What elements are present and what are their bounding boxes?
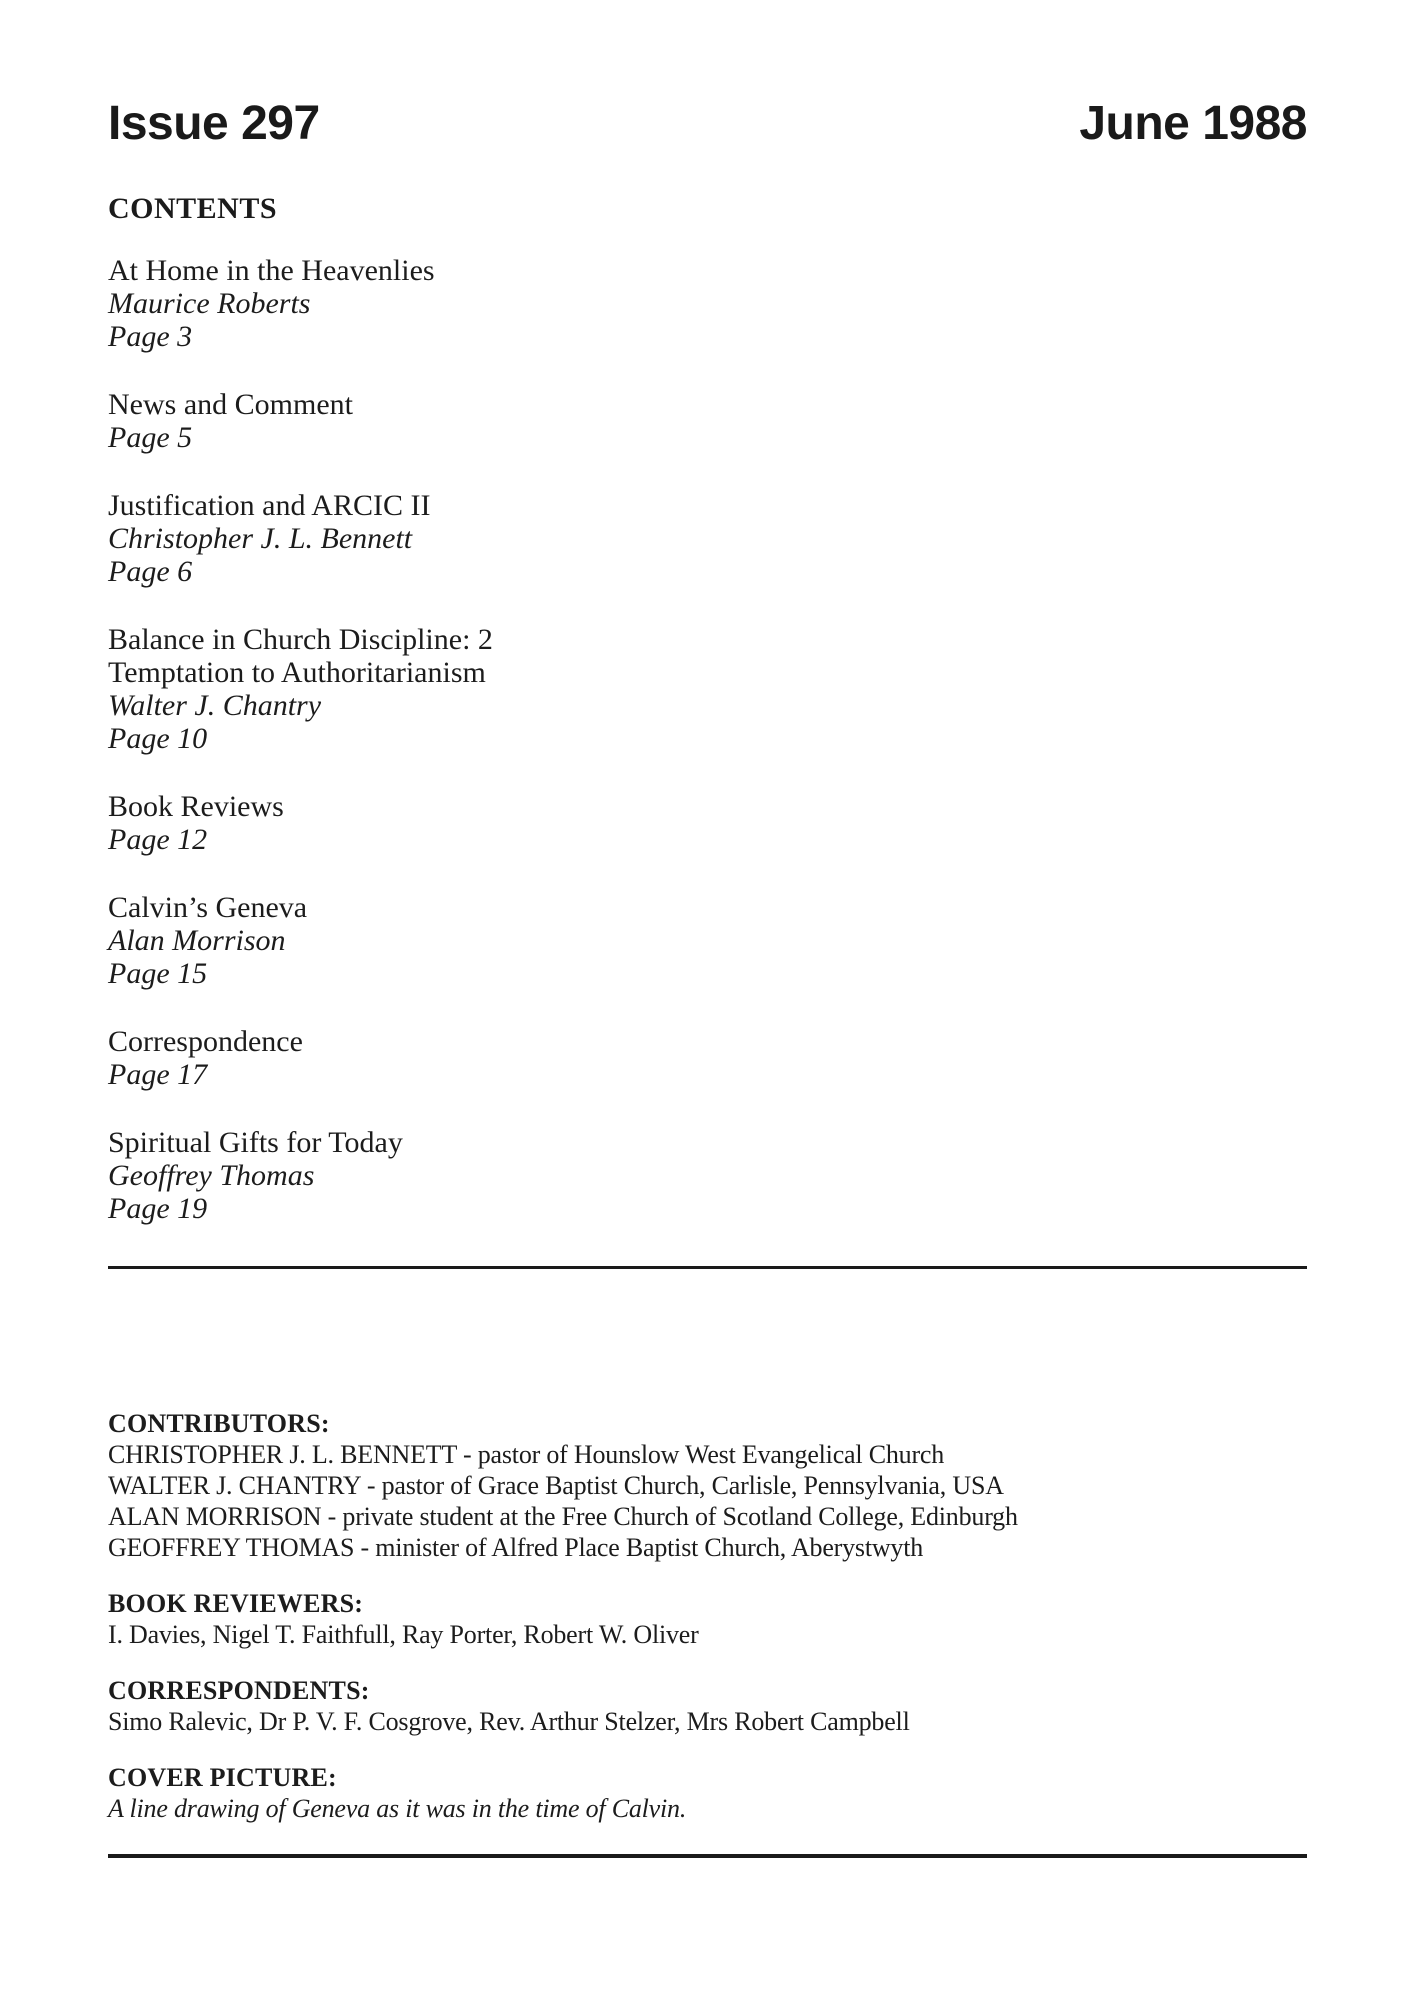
section-line: A line drawing of Geneva as it was in the time of Calvin. [108, 1794, 687, 1823]
info-section [108, 1675, 1307, 1737]
toc-entry [108, 891, 1307, 990]
section-heading: CONTRIBUTORS: [108, 1409, 330, 1438]
toc-entry-title-line: Temptation to Authoritarianism [108, 656, 486, 689]
toc-entry-page: Page 3 [108, 320, 193, 353]
toc-entry-author: Geoffrey Thomas [108, 1159, 315, 1192]
toc-entry-author: Walter J. Chantry [108, 689, 322, 722]
section-line: ALAN MORRISON - private student at the Free Church of Scotland College, Edinburgh [108, 1502, 1018, 1531]
table-of-contents [108, 254, 1307, 1225]
toc-entry [108, 790, 1307, 856]
toc-entry-title-line: Balance in Church Discipline: 2 [108, 623, 493, 656]
toc-entry-page: Page 5 [108, 421, 193, 454]
toc-entry-title-line: Justification and ARCIC II [108, 489, 431, 522]
toc-entry [108, 388, 1307, 454]
toc-entry-page: Page 10 [108, 722, 208, 755]
info-section [108, 1762, 1307, 1824]
section-line: GEOFFREY THOMAS - minister of Alfred Place Baptist Church, Aberystwyth [108, 1533, 924, 1562]
toc-entry-title-line: At Home in the Heavenlies [108, 254, 435, 287]
section-line: I. Davies, Nigel T. Faithfull, Ray Porter, Robert W. Oliver [108, 1620, 699, 1649]
toc-entry-page: Page 12 [108, 823, 208, 856]
issue-date: June 1988 [1079, 97, 1307, 150]
toc-entry-title-line: News and Comment [108, 388, 353, 421]
info-sections [108, 1408, 1307, 1824]
toc-entry [108, 1126, 1307, 1225]
content-column [108, 0, 1307, 1858]
toc-entry-page: Page 17 [108, 1058, 208, 1091]
section-line: WALTER J. CHANTRY - pastor of Grace Baptist Church, Carlisle, Pennsylvania, USA [108, 1471, 1004, 1500]
divider-rule-top [108, 1266, 1307, 1269]
toc-entry-title-line: Correspondence [108, 1025, 303, 1058]
toc-entry-title-line: Book Reviews [108, 790, 284, 823]
toc-entry [108, 254, 1307, 353]
section-line: CHRISTOPHER J. L. BENNETT - pastor of Hounslow West Evangelical Church [108, 1440, 945, 1469]
section-heading: CORRESPONDENTS: [108, 1676, 370, 1705]
section-line: Simo Ralevic, Dr P. V. F. Cosgrove, Rev. Arthur Stelzer, Mrs Robert Campbell [108, 1707, 910, 1736]
toc-entry [108, 489, 1307, 588]
toc-entry-author: Maurice Roberts [108, 287, 311, 320]
toc-entry-page: Page 6 [108, 555, 193, 588]
toc-entry-page: Page 19 [108, 1192, 208, 1225]
toc-entry [108, 1025, 1307, 1091]
page-header [108, 97, 1307, 150]
toc-entry [108, 623, 1307, 755]
section-heading: COVER PICTURE: [108, 1763, 337, 1792]
toc-entry-title-line: Spiritual Gifts for Today [108, 1126, 403, 1159]
divider-rule-bottom [108, 1854, 1307, 1858]
contents-heading: CONTENTS [108, 192, 278, 225]
issue-number: Issue 297 [108, 97, 320, 150]
section-heading: BOOK REVIEWERS: [108, 1589, 364, 1618]
toc-entry-title-line: Calvin’s Geneva [108, 891, 308, 924]
toc-entry-page: Page 15 [108, 957, 208, 990]
toc-entry-author: Alan Morrison [108, 924, 286, 957]
toc-entry-author: Christopher J. L. Bennett [108, 522, 413, 555]
info-section [108, 1588, 1307, 1650]
info-section [108, 1408, 1307, 1563]
